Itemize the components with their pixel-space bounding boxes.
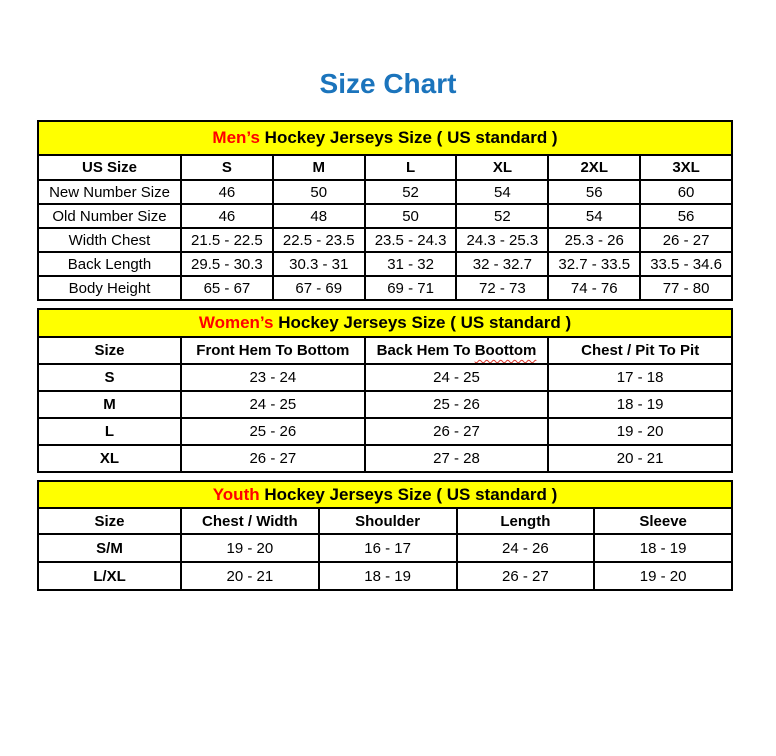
column-header: Shoulder: [319, 508, 457, 534]
size-value-cell: 56: [640, 204, 732, 228]
column-header: Length: [457, 508, 595, 534]
mens-section-title: Men’s Hockey Jerseys Size ( US standard ): [38, 121, 732, 155]
size-value-cell: 32 - 32.7: [456, 252, 548, 276]
size-value-cell: 17 - 18: [548, 364, 732, 391]
size-value-cell: 23.5 - 24.3: [365, 228, 457, 252]
size-value-cell: 18 - 19: [548, 391, 732, 418]
size-value-cell: 24.3 - 25.3: [456, 228, 548, 252]
size-value-cell: 19 - 20: [548, 418, 732, 445]
column-header: XL: [456, 155, 548, 180]
womens-section-header-row: [38, 309, 732, 337]
column-header: M: [273, 155, 365, 180]
size-value-cell: 52: [456, 204, 548, 228]
womens-column-header-row: [38, 337, 732, 364]
size-value-cell: 26 - 27: [181, 445, 365, 472]
size-value-cell: 26 - 27: [640, 228, 732, 252]
size-value-cell: 20 - 21: [548, 445, 732, 472]
size-value-cell: 65 - 67: [181, 276, 273, 300]
size-value-cell: 69 - 71: [365, 276, 457, 300]
table-row: [38, 445, 732, 472]
size-value-cell: 54: [456, 180, 548, 204]
size-value-cell: 26 - 27: [365, 418, 549, 445]
column-header: 3XL: [640, 155, 732, 180]
size-value-cell: 29.5 - 30.3: [181, 252, 273, 276]
mens-size-table: [37, 120, 733, 301]
womens-size-table: [37, 308, 733, 473]
size-value-cell: 24 - 26: [457, 534, 595, 562]
size-value-cell: 50: [365, 204, 457, 228]
row-label: New Number Size: [38, 180, 181, 204]
row-label: Width Chest: [38, 228, 181, 252]
column-header: Back Hem To Boottom: [365, 337, 549, 364]
column-header: S: [181, 155, 273, 180]
size-value-cell: 16 - 17: [319, 534, 457, 562]
size-value-cell: 30.3 - 31: [273, 252, 365, 276]
size-value-cell: 46: [181, 180, 273, 204]
mens-section-header-row: [38, 121, 732, 155]
size-value-cell: 48: [273, 204, 365, 228]
section-title-highlight: Women’s: [198, 313, 274, 332]
size-chart-page: [0, 64, 776, 591]
table-row: [38, 252, 732, 276]
row-label: S/M: [38, 534, 181, 562]
size-value-cell: 50: [273, 180, 365, 204]
size-value-cell: 19 - 20: [181, 534, 319, 562]
youth-section-header-row: [38, 481, 732, 508]
row-label: L/XL: [38, 562, 181, 590]
size-value-cell: 67 - 69: [273, 276, 365, 300]
column-header: Chest / Pit To Pit: [548, 337, 732, 364]
table-row: [38, 180, 732, 204]
misspelled-word: Boottom: [474, 342, 537, 359]
youth-column-header-row: [38, 508, 732, 534]
size-value-cell: 27 - 28: [365, 445, 549, 472]
row-label: XL: [38, 445, 181, 472]
row-label: Back Length: [38, 252, 181, 276]
size-value-cell: 54: [548, 204, 640, 228]
size-value-cell: 74 - 76: [548, 276, 640, 300]
page-title: Size Chart: [319, 68, 457, 99]
size-value-cell: 22.5 - 23.5: [273, 228, 365, 252]
size-value-cell: 24 - 25: [181, 391, 365, 418]
section-title-highlight: Men’s: [212, 128, 260, 147]
size-value-cell: 60: [640, 180, 732, 204]
row-label: M: [38, 391, 181, 418]
column-header: 2XL: [548, 155, 640, 180]
size-value-cell: 25.3 - 26: [548, 228, 640, 252]
size-value-cell: 72 - 73: [456, 276, 548, 300]
size-value-cell: 25 - 26: [365, 391, 549, 418]
size-value-cell: 21.5 - 22.5: [181, 228, 273, 252]
column-header: Front Hem To Bottom: [181, 337, 365, 364]
womens-section-title: Women’s Hockey Jerseys Size ( US standard ): [38, 309, 732, 337]
column-header: Sleeve: [594, 508, 732, 534]
column-header: Size: [38, 508, 181, 534]
size-value-cell: 18 - 19: [319, 562, 457, 590]
row-label: Old Number Size: [38, 204, 181, 228]
column-header: Size: [38, 337, 181, 364]
size-value-cell: 20 - 21: [181, 562, 319, 590]
size-value-cell: 26 - 27: [457, 562, 595, 590]
size-value-cell: 52: [365, 180, 457, 204]
row-label: L: [38, 418, 181, 445]
row-label: Body Height: [38, 276, 181, 300]
youth-section-title: Youth Hockey Jerseys Size ( US standard ): [38, 481, 732, 508]
table-row: [38, 364, 732, 391]
column-header: US Size: [38, 155, 181, 180]
size-value-cell: 24 - 25: [365, 364, 549, 391]
column-header: L: [365, 155, 457, 180]
size-value-cell: 23 - 24: [181, 364, 365, 391]
size-value-cell: 77 - 80: [640, 276, 732, 300]
column-header: Chest / Width: [181, 508, 319, 534]
size-value-cell: 32.7 - 33.5: [548, 252, 640, 276]
mens-column-header-row: [38, 155, 732, 180]
size-value-cell: 33.5 - 34.6: [640, 252, 732, 276]
size-value-cell: 31 - 32: [365, 252, 457, 276]
youth-size-table: [37, 480, 733, 591]
table-row: [38, 418, 732, 445]
tables-container: [37, 120, 733, 591]
section-title-highlight: Youth: [212, 484, 260, 504]
size-value-cell: 25 - 26: [181, 418, 365, 445]
size-value-cell: 18 - 19: [594, 534, 732, 562]
table-row: [38, 276, 732, 300]
size-value-cell: 46: [181, 204, 273, 228]
table-row: [38, 204, 732, 228]
table-row: [38, 562, 732, 590]
size-value-cell: 56: [548, 180, 640, 204]
size-value-cell: 19 - 20: [594, 562, 732, 590]
row-label: S: [38, 364, 181, 391]
table-row: [38, 391, 732, 418]
table-row: [38, 534, 732, 562]
table-row: [38, 228, 732, 252]
